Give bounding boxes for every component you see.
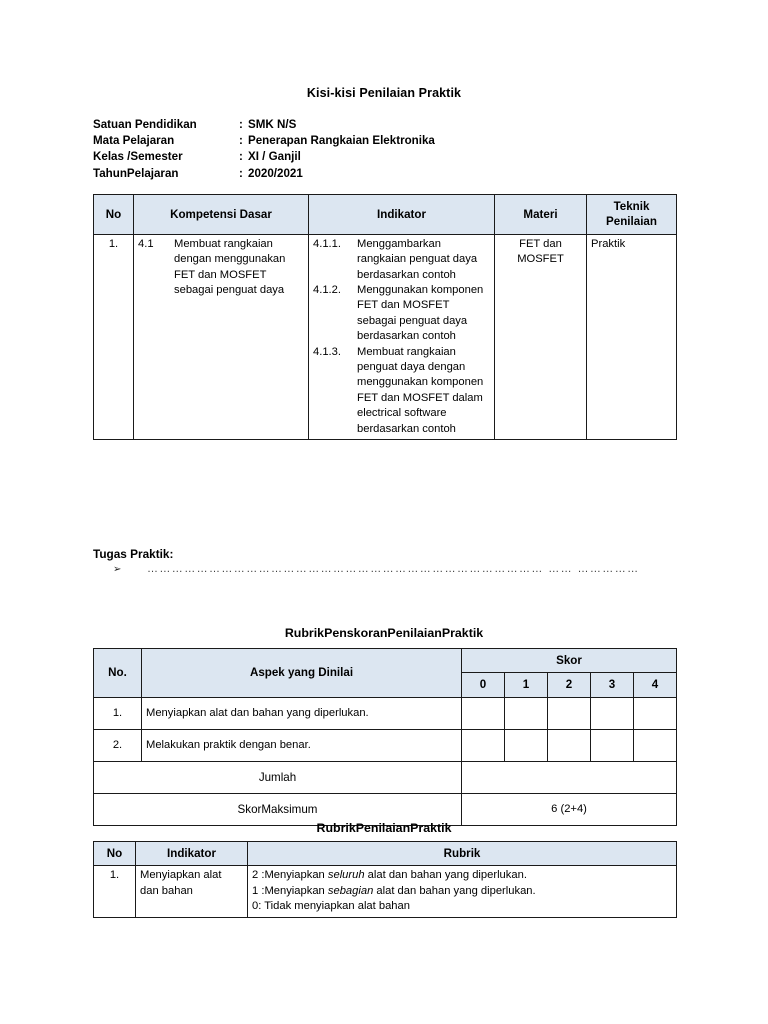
cell-skor-0[interactable] (462, 729, 505, 761)
cell-indikator (309, 234, 495, 439)
column-header-skor-4: 4 (634, 673, 677, 697)
tugas-praktik-blank-line: …………………………………………………………………………………… …… …………… (147, 563, 640, 575)
indikator-text: Menggambarkan rangkaian penguat daya berdasarkan contoh (357, 237, 478, 281)
penilaian-title: RubrikPenilaianPraktik (316, 821, 452, 835)
arrow-bullet-icon: ➢ (113, 564, 122, 575)
tugas-praktik-entry (113, 563, 673, 575)
identity-row (93, 133, 435, 149)
identity-label: Kelas /Semester (93, 150, 183, 164)
cell-jumlah-value[interactable] (462, 761, 677, 793)
cell-no: 1. (94, 234, 134, 439)
column-header-rubrik: Rubrik (248, 842, 677, 866)
column-header-no: No (94, 842, 136, 866)
table-header-row (94, 195, 677, 235)
cell-skor-2[interactable] (548, 697, 591, 729)
column-header-indikator: Indikator (136, 842, 248, 866)
page-title: Kisi-kisi Penilaian Praktik (306, 86, 462, 100)
column-header-skor-0: 0 (462, 673, 505, 697)
table-row-jumlah (94, 761, 677, 793)
cell-skor-2[interactable] (548, 729, 591, 761)
rubrik-line-pre: 0: Tidak menyiapkan alat bahan (252, 900, 410, 913)
column-header-skor: Skor (462, 649, 677, 673)
identity-label: Mata Pelajaran (93, 134, 175, 148)
cell-aspek: Melakukan praktik dengan benar. (142, 729, 462, 761)
cell-skormaksimum-label: SkorMaksimum (94, 793, 462, 825)
table-row (94, 697, 677, 729)
cell-no: 1. (94, 866, 136, 917)
indikator-number: 4.1.1. (313, 237, 341, 250)
rubrik-line-emphasis: sebagian (327, 884, 374, 897)
identity-row (93, 149, 435, 165)
cell-skormaksimum-value: 6 (2+4) (462, 793, 677, 825)
rubrik-line-post: alat dan bahan yang diperlukan. (364, 869, 527, 882)
cell-indikator: Menyiapkan alat dan bahan (136, 866, 248, 917)
kd-number: 4.1 (138, 237, 154, 250)
kd-text: Membuat rangkaian dengan menggunakan FET dan MOSFET sebagai penguat daya (174, 237, 286, 297)
identity-label: Satuan Pendidikan (93, 118, 197, 131)
indikator-item (313, 237, 490, 283)
rubrik-line-pre: 2 :Menyiapkan (252, 869, 328, 882)
column-header-kompetensi-dasar: Kompetensi Dasar (134, 195, 309, 235)
rubrik-line (252, 884, 672, 899)
indikator-item (313, 345, 490, 437)
column-header-indikator: Indikator (309, 195, 495, 235)
identity-separator: : (239, 166, 243, 180)
rubrik-penskoran-table (93, 648, 677, 826)
cell-skor-3[interactable] (591, 697, 634, 729)
column-header-aspek: Aspek yang Dinilai (142, 649, 462, 698)
rubrik-line (252, 899, 672, 914)
cell-teknik-penilaian: Praktik (587, 234, 677, 439)
identity-row (93, 117, 435, 133)
column-header-teknik-penilaian: Teknik Penilaian (587, 195, 677, 235)
cell-skor-4[interactable] (634, 729, 677, 761)
identity-separator: : (239, 134, 243, 148)
kisi-kisi-table (93, 194, 677, 440)
cell-skor-0[interactable] (462, 697, 505, 729)
identity-value: Penerapan Rangkaian Elektronika (248, 134, 435, 148)
rubrik-line-pre: 1 :Menyiapkan (252, 884, 328, 897)
identity-value: XI / Ganjil (248, 150, 301, 164)
cell-jumlah-label: Jumlah (94, 761, 462, 793)
cell-rubrik (248, 866, 677, 917)
identity-label: TahunPelajaran (93, 166, 179, 180)
cell-kompetensi-dasar (134, 234, 309, 439)
cell-no: 1. (94, 697, 142, 729)
column-header-skor-1: 1 (505, 673, 548, 697)
indikator-text: Menggunakan komponen FET dan MOSFET sebagai penguat daya berdasarkan contoh (357, 284, 484, 343)
indikator-text: Membuat rangkaian penguat daya dengan menggunakan komponen FET dan MOSFET dalam electrical software berdasarkan contoh (357, 345, 484, 435)
indikator-number: 4.1.3. (313, 345, 341, 358)
column-header-no: No (94, 195, 134, 235)
table-header-row (94, 842, 677, 866)
identity-block (93, 117, 435, 182)
cell-skor-4[interactable] (634, 697, 677, 729)
identity-value: SMK N/S (248, 118, 297, 131)
cell-aspek: Menyiapkan alat dan bahan yang diperlukan. (142, 697, 462, 729)
table-row (94, 729, 677, 761)
identity-value: 2020/2021 (248, 166, 303, 180)
table-row (94, 234, 677, 439)
column-header-skor-3: 3 (591, 673, 634, 697)
rubrik-line-post: alat dan bahan yang diperlukan. (373, 884, 536, 897)
identity-separator: : (239, 118, 243, 131)
indikator-item (313, 283, 490, 345)
identity-separator: : (239, 150, 243, 164)
tugas-praktik-heading: Tugas Praktik: (93, 547, 174, 561)
penskoran-title: RubrikPenskoranPenilaianPraktik (284, 626, 484, 640)
column-header-skor-2: 2 (548, 673, 591, 697)
indikator-number: 4.1.2. (313, 284, 341, 297)
rubrik-line-emphasis: seluruh (327, 869, 365, 882)
rubrik-line (252, 868, 672, 883)
rubrik-penilaian-table (93, 841, 677, 918)
identity-row (93, 166, 435, 182)
cell-no: 2. (94, 729, 142, 761)
cell-skor-1[interactable] (505, 697, 548, 729)
cell-skor-3[interactable] (591, 729, 634, 761)
cell-materi: FET dan MOSFET (495, 234, 587, 439)
column-header-materi: Materi (495, 195, 587, 235)
column-header-no: No. (94, 649, 142, 698)
cell-skor-1[interactable] (505, 729, 548, 761)
table-row (94, 866, 677, 917)
table-header-row (94, 649, 677, 673)
